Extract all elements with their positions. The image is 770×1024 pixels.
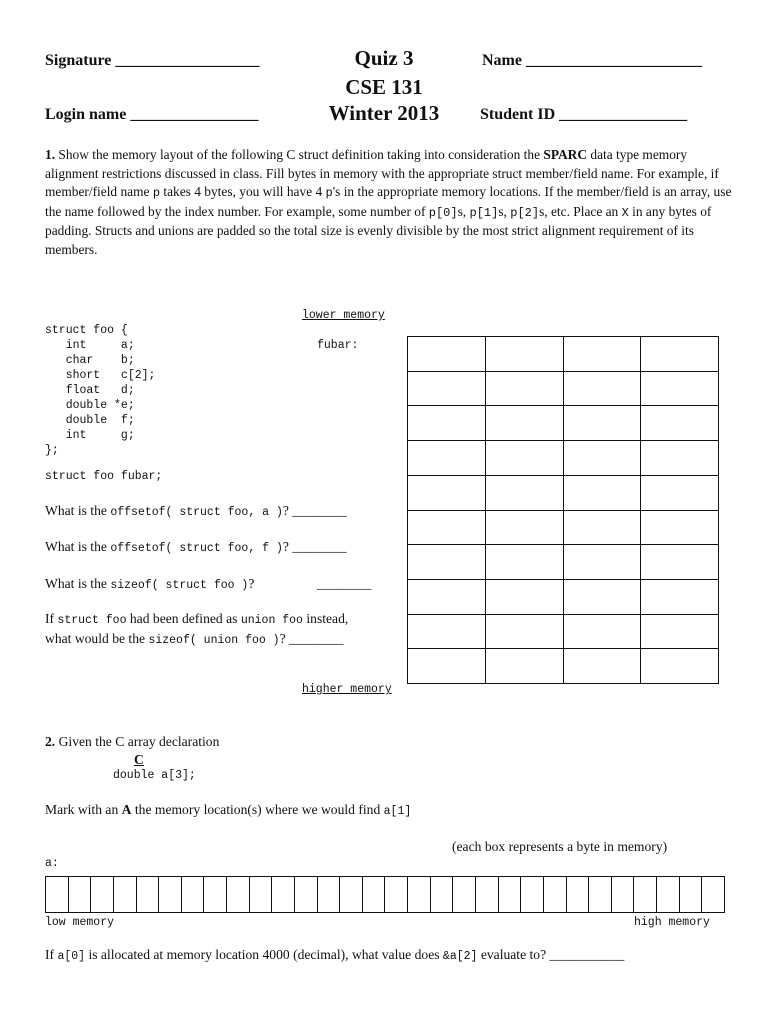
byte-cell[interactable] (114, 877, 137, 912)
question-1-text (45, 146, 735, 260)
question-text: what would be the (45, 631, 149, 646)
memory-byte-cell[interactable] (641, 441, 719, 476)
byte-cell[interactable] (204, 877, 227, 912)
memory-byte-cell[interactable] (486, 511, 564, 546)
memory-byte-cell[interactable] (564, 372, 642, 407)
question-code: struct foo (57, 614, 127, 627)
signature-line: __________________ (115, 52, 260, 69)
question-text: Given the C array declaration (55, 734, 220, 749)
signature-label: Signature (45, 52, 112, 69)
question-code: a[0] (57, 950, 86, 963)
memory-byte-cell[interactable] (408, 649, 486, 684)
byte-cell[interactable] (544, 877, 567, 912)
byte-cell[interactable] (521, 877, 544, 912)
login-field (45, 106, 258, 124)
byte-cell[interactable] (408, 877, 431, 912)
answer-blank[interactable]: ________ (317, 576, 372, 591)
q1-text-part: 's in the appropriate memory locations. If the member/field is an array, use the name followed by the index number. For example, some number of (45, 184, 732, 219)
byte-cell[interactable] (250, 877, 273, 912)
question-code: offsetof( struct foo, a ) (110, 506, 283, 519)
memory-byte-cell[interactable] (486, 337, 564, 372)
byte-cell[interactable] (567, 877, 590, 912)
question-text: had been defined as (126, 611, 241, 626)
memory-byte-cell[interactable] (564, 511, 642, 546)
byte-note: (each box represents a byte in memory) (452, 839, 668, 854)
byte-cell[interactable] (385, 877, 408, 912)
fubar-label: fubar: (317, 339, 359, 352)
byte-cell[interactable] (182, 877, 205, 912)
array-label: a: (45, 857, 59, 870)
q1-text-part: s, (457, 203, 470, 219)
question-code: sizeof( union foo ) (148, 634, 280, 647)
code-line: float d; (45, 384, 135, 397)
question-code: &a[2] (442, 950, 478, 963)
q2-number: 2. (45, 734, 56, 749)
struct-memory-grid (407, 336, 719, 684)
question-code: sizeof( struct foo ) (110, 579, 249, 592)
question-offsetof-a (45, 503, 347, 519)
quiz-title: Quiz 3 (354, 46, 414, 70)
memory-byte-cell[interactable] (641, 580, 719, 615)
question-union-line1 (45, 611, 348, 627)
lower-memory-label: lower memory (302, 309, 385, 322)
signature-field (45, 52, 259, 70)
memory-byte-cell[interactable] (564, 337, 642, 372)
q1-code-p2: p[2] (510, 205, 540, 220)
question-text: instead, (302, 611, 349, 626)
memory-byte-cell[interactable] (408, 406, 486, 441)
memory-byte-cell[interactable] (641, 406, 719, 441)
question-text: What is the (45, 503, 111, 518)
code-line: }; (45, 444, 59, 457)
byte-cell[interactable] (69, 877, 92, 912)
question-code: a[1] (383, 805, 412, 818)
answer-blank[interactable]: evaluate to? ___________ (477, 947, 625, 962)
memory-byte-cell[interactable] (486, 545, 564, 580)
student-id-line: ________________ (559, 106, 688, 123)
byte-cell[interactable] (702, 877, 725, 912)
memory-byte-cell[interactable] (564, 545, 642, 580)
byte-cell[interactable] (91, 877, 114, 912)
memory-byte-cell[interactable] (408, 337, 486, 372)
byte-cell[interactable] (476, 877, 499, 912)
memory-byte-cell[interactable] (564, 649, 642, 684)
question-text: Mark with an (45, 802, 122, 817)
byte-cell[interactable] (137, 877, 160, 912)
memory-byte-cell[interactable] (641, 615, 719, 650)
question-sizeof-struct (45, 576, 254, 592)
memory-byte-cell[interactable] (486, 615, 564, 650)
low-memory-label: low memory (45, 916, 115, 929)
byte-cell[interactable] (363, 877, 386, 912)
code-line: int a; (45, 339, 135, 352)
memory-byte-cell[interactable] (564, 476, 642, 511)
question-code: offsetof( struct foo, f ) (110, 542, 283, 555)
byte-cell[interactable] (227, 877, 250, 912)
byte-cell[interactable] (46, 877, 69, 912)
struct-definition (45, 323, 155, 458)
question-2-intro (45, 734, 219, 750)
byte-cell[interactable] (159, 877, 182, 912)
q1-code-p: p (152, 186, 161, 201)
memory-byte-cell[interactable] (564, 615, 642, 650)
question-mark: ? (248, 576, 255, 591)
memory-byte-cell[interactable] (641, 476, 719, 511)
memory-byte-cell[interactable] (641, 372, 719, 407)
q1-number: 1. (45, 147, 56, 162)
code-line: int g; (45, 429, 135, 442)
array-declaration: double a[3]; (113, 769, 196, 782)
higher-memory-label: higher memory (302, 683, 392, 696)
name-field (482, 52, 702, 70)
question-text: If (45, 611, 58, 626)
code-line: double f; (45, 414, 135, 427)
question-text: What is the (45, 576, 111, 591)
byte-cell[interactable] (272, 877, 295, 912)
memory-byte-cell[interactable] (408, 476, 486, 511)
memory-byte-cell[interactable] (486, 441, 564, 476)
memory-byte-cell[interactable] (641, 511, 719, 546)
question-code: union foo (240, 614, 303, 627)
name-line: ______________________ (525, 52, 702, 69)
question-offsetof-f (45, 539, 347, 555)
answer-blank[interactable]: ? ________ (279, 631, 344, 646)
byte-cell[interactable] (499, 877, 522, 912)
question-union-line2 (45, 631, 343, 647)
memory-byte-cell[interactable] (408, 615, 486, 650)
q1-code-x: X (621, 205, 629, 220)
student-id-label: Student ID (480, 106, 556, 123)
code-line: char b; (45, 354, 135, 367)
memory-byte-cell[interactable] (408, 511, 486, 546)
memory-byte-cell[interactable] (486, 406, 564, 441)
mark-letter: A (121, 802, 132, 817)
byte-cell[interactable] (318, 877, 341, 912)
q1-code-p0: p[0] (428, 205, 458, 220)
question-text: If (45, 947, 58, 962)
language-label: C (134, 752, 144, 767)
question-text: the memory location(s) where we would find (131, 802, 384, 817)
q1-text-part: in any bytes of padding. Structs and unions are padded so the total size is evenly divisible by the most strict alignment requirement of its members. (45, 203, 712, 257)
array-byte-row (45, 876, 725, 913)
login-line: ________________ (130, 106, 259, 123)
q1-sparc: SPARC (543, 147, 588, 162)
byte-cell[interactable] (589, 877, 612, 912)
byte-cell[interactable] (453, 877, 476, 912)
code-line: short c[2]; (45, 369, 156, 382)
question-2-address (45, 947, 624, 963)
q1-code-p: p (325, 186, 333, 201)
struct-declaration: struct foo fubar; (45, 470, 163, 483)
high-memory-label: high memory (634, 916, 710, 929)
memory-byte-cell[interactable] (408, 545, 486, 580)
question-2-mark (45, 802, 411, 818)
code-line: double *e; (45, 399, 135, 412)
q1-code-p1: p[1] (469, 205, 499, 220)
answer-blank[interactable]: ? ________ (282, 503, 347, 518)
q1-text-part: s, etc. Place an (539, 203, 622, 219)
term-title: Winter 2013 (328, 101, 440, 125)
memory-byte-cell[interactable] (408, 580, 486, 615)
memory-byte-cell[interactable] (486, 580, 564, 615)
memory-byte-cell[interactable] (486, 649, 564, 684)
byte-cell[interactable] (295, 877, 318, 912)
memory-byte-cell[interactable] (564, 580, 642, 615)
byte-cell[interactable] (340, 877, 363, 912)
memory-byte-cell[interactable] (408, 441, 486, 476)
q1-text-part: data type memory alignment restrictions discussed in class. Fill bytes in memory with the appropriate struct member/field name. For example, if member/field name (45, 147, 719, 200)
byte-cell[interactable] (680, 877, 703, 912)
memory-byte-cell[interactable] (641, 337, 719, 372)
memory-byte-cell[interactable] (564, 441, 642, 476)
name-label: Name (482, 52, 522, 69)
memory-byte-cell[interactable] (564, 406, 642, 441)
question-text: is allocated at memory location 4000 (decimal), what value does (85, 947, 443, 962)
memory-byte-cell[interactable] (486, 372, 564, 407)
q1-text-part: s, (498, 203, 511, 219)
code-line: struct foo { (45, 324, 128, 337)
student-id-field (480, 106, 687, 124)
answer-blank[interactable]: ? ________ (282, 539, 347, 554)
q1-text-part: Show the memory layout of the following C struct definition taking into consideration the (58, 147, 544, 162)
course-title: CSE 131 (345, 75, 423, 99)
login-label: Login name (45, 106, 127, 123)
memory-byte-cell[interactable] (486, 476, 564, 511)
memory-byte-cell[interactable] (641, 545, 719, 580)
byte-cell[interactable] (657, 877, 680, 912)
memory-byte-cell[interactable] (641, 649, 719, 684)
q1-text-part: takes 4 bytes, you will have 4 (160, 184, 326, 200)
byte-cell[interactable] (612, 877, 635, 912)
memory-byte-cell[interactable] (408, 372, 486, 407)
byte-cell[interactable] (431, 877, 454, 912)
byte-cell[interactable] (634, 877, 657, 912)
question-text: What is the (45, 539, 111, 554)
